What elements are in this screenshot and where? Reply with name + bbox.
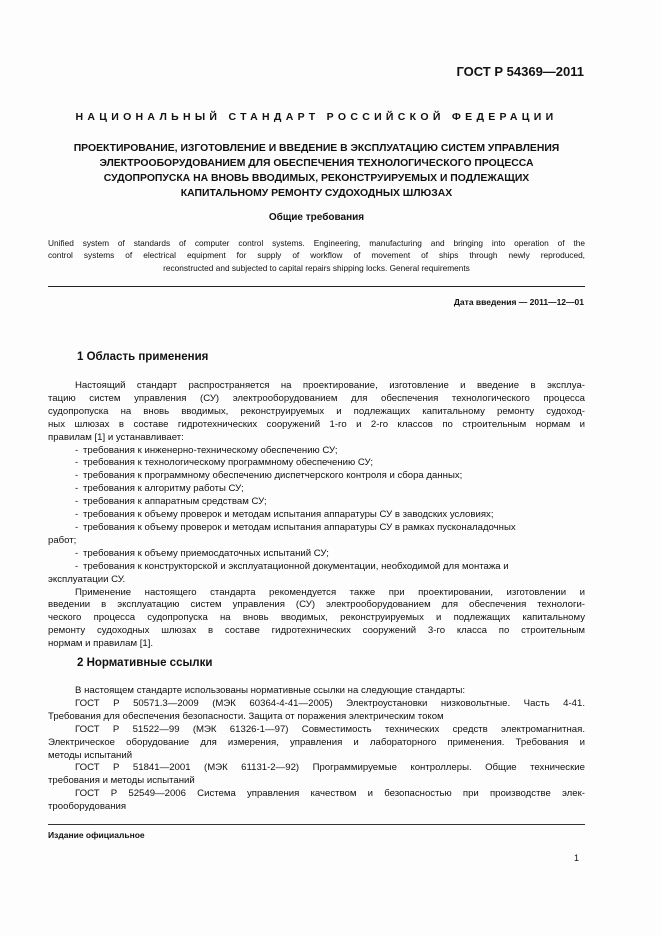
- text-line: введении в эксплуатацию систем управления (СУ) электрооборудованием для обеспечения технологи-: [48, 599, 585, 611]
- text-line: ГОСТ Р 50571.3—2009 (МЭК 60364-4-41—2005) Электроустановки низковольтные. Часть 4-41.: [75, 697, 585, 709]
- text-line: требования и методы испытаний: [48, 775, 195, 787]
- text-line: ГОСТ Р 51522—99 (МЭК 61326-1—97) Совместимость технических средств электромагнитная.: [75, 723, 585, 735]
- list-item: - требования к конструкторской и эксплуатационной документации, необходимой для монтажа и: [75, 561, 585, 574]
- requirements-list: [48, 548, 585, 574]
- list-item: - требования к объему приемосдаточных испытаний СУ;: [75, 548, 585, 561]
- reference-entry: [48, 762, 585, 788]
- text-line: ных шлюзах в составе гидротехнических сооружений 1-го и 2-го классов по строительным нормам и: [48, 418, 585, 430]
- reference-entry: [48, 788, 585, 814]
- list-item: - требования к аппаратным средствам СУ;: [75, 496, 585, 509]
- edition-label: Издание официальное: [48, 830, 145, 840]
- list-item: - требования к объему проверок и методам испытания аппаратуры СУ в заводских условиях;: [75, 509, 585, 522]
- text-line: судопропуска на вновь вводимых, реконструируемых и подлежащих капитальному ремонту судоход-: [48, 405, 585, 417]
- list-item-continuation: работ;: [48, 534, 77, 546]
- text-line: Применение настоящего стандарта рекомендуется также при проектировании, изготовлении и: [75, 586, 585, 598]
- title-line: ПРОЕКТИРОВАНИЕ, ИЗГОТОВЛЕНИЕ И ВВЕДЕНИЕ В ЭКСПЛУАТАЦИЮ СИСТЕМ УПРАВЛЕНИЯ: [73, 143, 560, 154]
- list-item: - требования к инженерно-техническому обеспечению СУ;: [75, 445, 585, 458]
- title-line: СУДОПРОПУСКА НА ВНОВЬ ВВОДИМЫХ, РЕКОНСТРУИРУЕМЫХ И ПОДЛЕЖАЩИХ: [103, 173, 530, 184]
- text-line: методы испытаний: [48, 749, 133, 761]
- title-line: ЭЛЕКТРООБОРУДОВАНИЕМ ДЛЯ ОБЕСПЕЧЕНИЯ ТЕХНОЛОГИЧЕСКОГО ПРОЦЕССА: [99, 158, 534, 169]
- list-item: - требования к программному обеспечению диспетчерского контроля и сбора данных;: [75, 470, 585, 483]
- title-line: КАПИТАЛЬНОМУ РЕМОНТУ СУДОХОДНЫХ ШЛЮЗАХ: [180, 188, 453, 199]
- reference-entry: [48, 724, 585, 763]
- footer-divider: [48, 824, 585, 825]
- text-line: ческого процесса судопропуска на вновь вводимых, реконструируемых и подлежащих капитальному: [48, 612, 585, 624]
- english-title-line: reconstructed and subjected to capital repairs shipping locks. General requirements: [163, 262, 470, 273]
- national-standard-banner: НАЦИОНАЛЬНЫЙ СТАНДАРТ РОССИЙСКОЙ ФЕДЕРАЦИИ: [75, 111, 558, 123]
- text-line: ГОСТ Р 52549—2006 Система управления качеством и безопасностью при производстве элек-: [75, 788, 585, 800]
- reference-entry: [48, 698, 585, 724]
- list-item: - требования к алгоритму работы СУ;: [75, 483, 585, 496]
- text-line: тацию систем управления (СУ) электрооборудованием для обеспечения технологического процесса: [48, 392, 585, 404]
- text-line: правилам [1] и устанавливает:: [48, 431, 184, 443]
- list-item-continuation: эксплуатации СУ.: [48, 573, 126, 585]
- text-line: трооборудования: [48, 801, 127, 813]
- text-line: В настоящем стандарте использованы нормативные ссылки на следующие стандарты:: [75, 685, 466, 696]
- english-title: [48, 237, 585, 274]
- section-heading-references: 2 Нормативные ссылки: [77, 657, 213, 669]
- section-scope-body: [48, 380, 585, 651]
- page-number: 1: [573, 853, 579, 863]
- text-line: Настоящий стандарт распространяется на проектирование, изготовление и введение в эксплуа-: [75, 380, 585, 391]
- english-title-line: Unified system of standards of computer control systems. Engineering, manufacturing and bringing into operation of the: [48, 238, 585, 248]
- text-line: Электрическое оборудование для измерения, управления и лабораторного применения. Требования и: [48, 736, 585, 748]
- section-references-body: [48, 685, 585, 814]
- standard-code: ГОСТ Р 54369—2011: [456, 64, 584, 79]
- document-subtitle: Общие требования: [268, 212, 365, 223]
- text-line: ГОСТ Р 51841—2001 (МЭК 61131-2—92) Программируемые контроллеры. Общие технические: [75, 762, 585, 774]
- text-line: Требования для обеспечения безопасности. Защита от поражения электрическим током: [48, 710, 444, 722]
- paragraph: [48, 587, 585, 652]
- text-line: нормам и правилам [1].: [48, 638, 154, 650]
- list-item: - требования к технологическому программному обеспечению СУ;: [75, 457, 585, 470]
- text-line: ремонту судоходных шлюзах в составе гидротехнических сооружений 3-го класса по строительным: [48, 625, 585, 637]
- section-heading-scope: 1 Область применения: [77, 351, 209, 363]
- requirements-list: [48, 445, 585, 535]
- title-divider: [48, 286, 585, 287]
- list-item: - требования к объему проверок и методам испытания аппаратуры СУ в рамках пусконаладочных: [75, 522, 585, 535]
- document-title: [48, 141, 585, 201]
- paragraph: [48, 380, 585, 445]
- english-title-line: control systems of electrical equipment for supply of workflow of movement of ships through newly reproduced,: [48, 250, 585, 261]
- introduction-date: Дата введения — 2011—12—01: [453, 297, 584, 307]
